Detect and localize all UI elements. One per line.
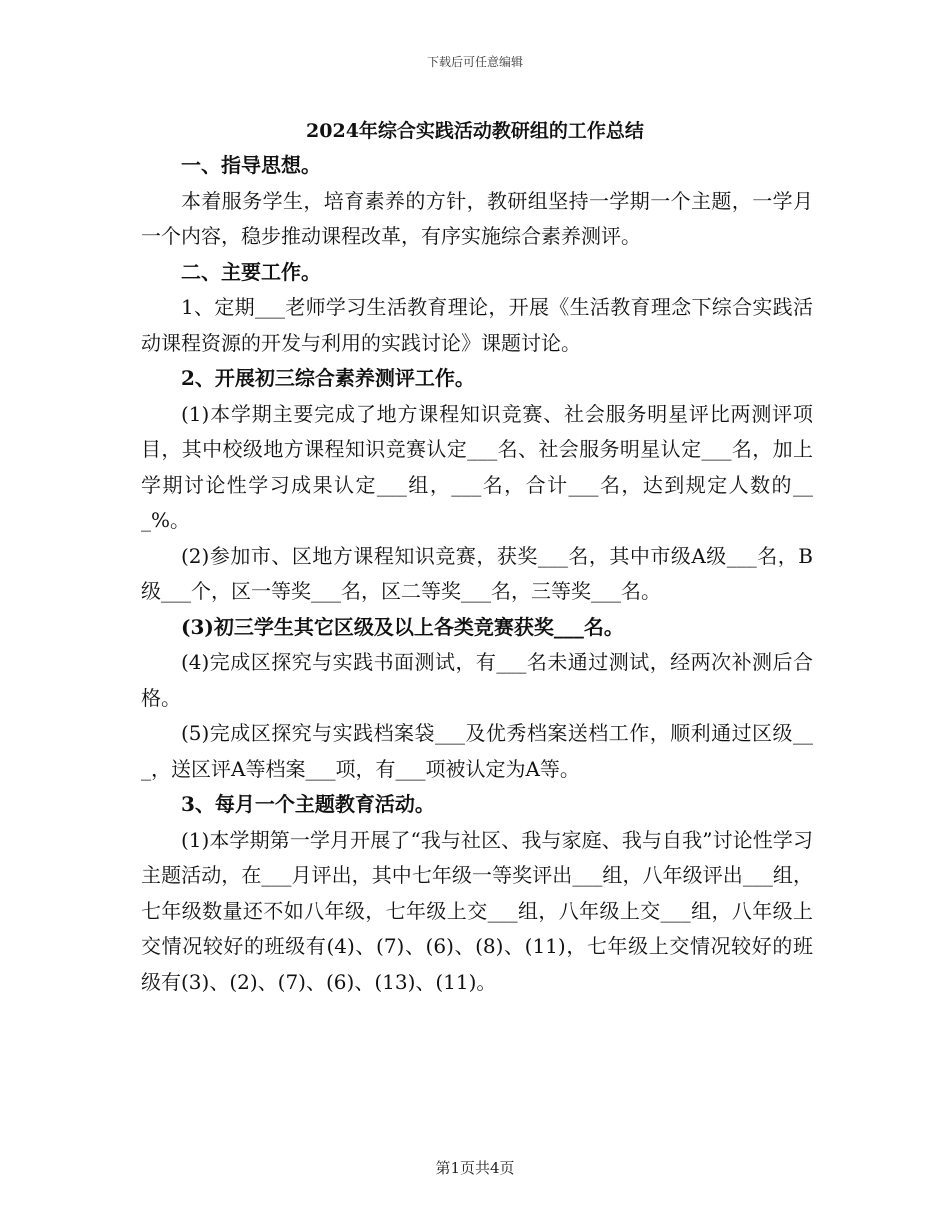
paragraph-guiding-thought: 本着服务学生，培育素养的方针，教研组坚持一学期一个主题，一学月一个内容，稳步推动课程改革，有序实施综合素养测评。: [141, 188, 813, 248]
paragraph-item-2-4: (4)完成区探究与实践书面测试，有___名未通过测试，经两次补测后合格。: [141, 650, 813, 710]
paragraph-item-3-1: (1)本学期第一学月开展了“我与社区、我与家庭、我与自我”讨论性学习主题活动，在___月评出，其中七年级一等奖评出___组，八年级评出___组，七年级数量还不如八年级，七年级上交___组，八年级上交___组，八年级上交情况较好的班级有(4)、(7)、(6)、(8)、(11)，七年级上交情况较好的班级有(3)、(2)、(7)、(6)、(13)、(11)。: [141, 827, 813, 994]
subheading-item-3: 3、每月一个主题教育活动。: [181, 792, 435, 816]
subheading-item-2: 2、开展初三综合素养测评工作。: [181, 366, 475, 390]
paragraph-item-1: 1、定期___老师学习生活教育理论，开展《生活教育理念下综合实践活动课程资源的开发与利用的实践讨论》课题讨论。: [141, 295, 813, 355]
paragraph-item-2-2: (2)参加市、区地方课程知识竞赛，获奖___名，其中市级A级___名，B级___个，区一等奖___名，区二等奖___名，三等奖___名。: [141, 543, 813, 603]
document-title: 2024年综合实践活动教研组的工作总结: [306, 120, 644, 142]
paragraph-item-2-5: (5)完成区探究与实践档案袋___及优秀档案送档工作，顺利通过区级___，送区评A等档案___项，有___项被认定为A等。: [141, 721, 813, 781]
header-note: 下载后可任意编辑: [426, 55, 523, 69]
page-footer: 第1页共4页: [435, 1159, 515, 1177]
paragraph-item-2-3: (3)初三学生其它区级及以上各类竞赛获奖___名。: [181, 614, 624, 639]
document-body: [141, 148, 813, 1000]
section-heading-main-work: 二、主要工作。: [181, 259, 321, 284]
paragraph-item-2-1: (1)本学期主要完成了地方课程知识竞赛、社会服务明星评比两测评项目，其中校级地方课程知识竞赛认定___名、社会服务明星认定___名，加上学期讨论性学习成果认定___组，___名，合计___名，达到规定人数的___%。: [141, 401, 813, 532]
section-heading-guiding-thought: 一、指导思想。: [181, 153, 321, 177]
